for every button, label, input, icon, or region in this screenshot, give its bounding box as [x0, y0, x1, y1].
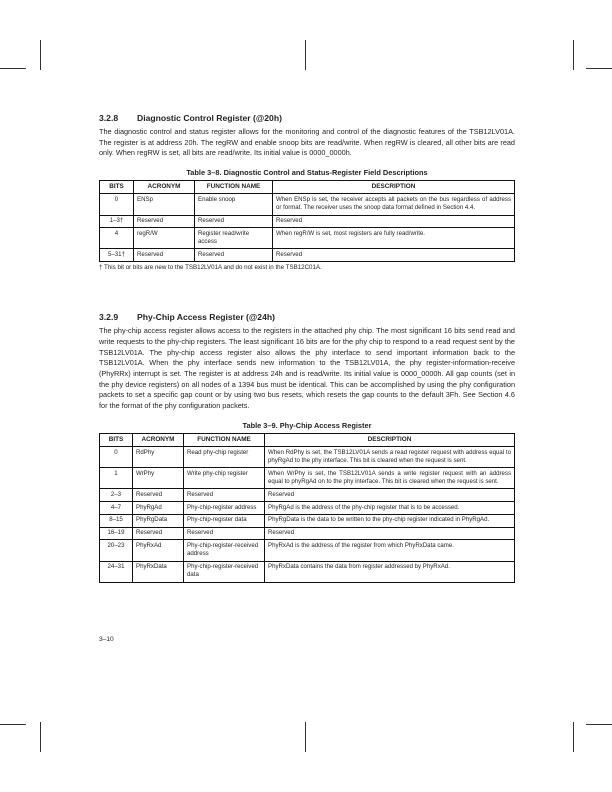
spacer — [99, 272, 515, 312]
acronym-cell: PhyRxAd — [133, 540, 184, 561]
crop-mark — [586, 68, 612, 69]
table-header-row — [100, 433, 515, 446]
table-row — [100, 502, 515, 515]
table-row — [100, 489, 515, 502]
table-3-8 — [99, 180, 515, 262]
function-name-cell: Phy-chip-register-received address — [184, 540, 265, 561]
table-3-8-footnote: † This bit or bits are new to the TSB12LV01A and do not exist in the TSB12C01A. — [99, 264, 322, 272]
description-cell: Reserved — [273, 215, 515, 228]
function-name-cell: Reserved — [184, 489, 265, 502]
function-name-cell: Phy-chip-register data — [184, 514, 265, 527]
function-name-cell: Register read/write access — [195, 228, 273, 249]
column-header: BITS — [100, 433, 133, 446]
bits-cell: 0 — [100, 194, 134, 215]
description-cell: PhyRgAd is the address of the phy-chip register that is to be accessed. — [265, 502, 515, 515]
crop-mark — [305, 722, 306, 752]
column-header: FUNCTION NAME — [184, 433, 265, 446]
crop-mark — [40, 722, 41, 752]
bits-cell: 20–23 — [100, 540, 133, 561]
table-row — [100, 215, 515, 228]
acronym-cell: Reserved — [134, 249, 195, 262]
acronym-cell: PhyRxData — [133, 561, 184, 582]
section-title: Phy-Chip Access Register (@24h) — [137, 312, 275, 323]
section-number: 3.2.9 — [99, 312, 119, 323]
column-header: DESCRIPTION — [265, 433, 515, 446]
acronym-cell: PhyRgAd — [133, 502, 184, 515]
crop-mark — [573, 722, 574, 752]
description-cell: Reserved — [273, 249, 515, 262]
function-name-cell: Reserved — [195, 215, 273, 228]
description-cell: When ENSp is set, the receiver accepts all packets on the bus regardless of address or format. The receiver uses the snoop data format defined in Section 4.4. — [273, 194, 515, 215]
section-3-2-8-body: The diagnostic control and status register allows for the monitoring and control of the diagnostic features of the TSB12LV01A. The register is at address 20h. The regRW and enable snoop bits are read/write. When regRW is cleared, all other bits are read only. When regRW is set, all bits are read/write. Its initial value is 0000_0000h. — [99, 127, 515, 158]
crop-mark — [573, 40, 574, 70]
table-3-8-caption: Table 3–8. Diagnostic Control and Status-Register Field Descriptions — [186, 168, 428, 178]
crop-mark — [0, 68, 26, 69]
section-number: 3.2.8 — [99, 113, 119, 123]
table-row — [100, 447, 515, 468]
acronym-cell: WrPhy — [133, 468, 184, 489]
section-heading-3-2-8 — [99, 113, 515, 124]
bits-cell: 8–15 — [100, 514, 133, 527]
table-row — [100, 249, 515, 262]
table-row — [100, 468, 515, 489]
description-cell: When WrPhy is set, the TSB12LV01A sends a write register request with an address equal to phyRgAd on to the phy interface. This bit is cleared when the request is sent. — [265, 468, 515, 489]
column-header: ACRONYM — [134, 181, 195, 194]
description-cell: Reserved — [265, 527, 515, 540]
function-name-cell: Reserved — [184, 527, 265, 540]
section-heading-3-2-9 — [99, 312, 515, 323]
function-name-cell: Read phy-chip register — [184, 447, 265, 468]
acronym-cell: Reserved — [133, 489, 184, 502]
page-content — [99, 113, 515, 644]
table-3-9-caption: Table 3–9. Phy-Chip Access Register — [242, 420, 372, 430]
column-header: DESCRIPTION — [273, 181, 515, 194]
description-cell: PhyRxData contains the data from register addressed by PhyRxAd. — [265, 561, 515, 582]
crop-mark — [40, 40, 41, 70]
table-header-row — [100, 181, 515, 194]
table-row — [100, 540, 515, 561]
description-cell: When regR/W is set, most registers are fully read/write. — [273, 228, 515, 249]
bits-cell: 2–3 — [100, 489, 133, 502]
section-title: Diagnostic Control Register (@20h) — [137, 113, 282, 123]
acronym-cell: regR/W — [134, 228, 195, 249]
table-row — [100, 527, 515, 540]
acronym-cell: Reserved — [133, 527, 184, 540]
section-3-2-9-body: The phy-chip access register allows access to the registers in the attached phy chip. The most significant 16 bits send read and write requests to the phy-chip registers. The least significant 16 bits are for the phy chip to respond to a read request sent by the TSB12LV01A. The phy-chip access register also allows the phy interface to send important information back to the TSB12LV01A. When the phy interface sends new information to the TSB12LV01A, the phy register-information-receive (PhyRRx) interrupt is set. The register is at address 24h and is read/write. Its initial value is 0000_0000h. All gap counts (set in the phy device registers) on all nodes of a 1394 bus must be identical. This can be accomplished by using the phy configuration packets to set a specific gap count or by using two bus resets, which resets the gap counts to the default 3Fh. See Section 4.6 for the format of the phy configuration packets. — [99, 326, 515, 411]
table-row — [100, 514, 515, 527]
table-row — [100, 228, 515, 249]
description-cell: Reserved — [265, 489, 515, 502]
table-3-9 — [99, 433, 515, 583]
acronym-cell: ENSp — [134, 194, 195, 215]
description-cell: PhyRxAd is the address of the register from which PhyRxData came. — [265, 540, 515, 561]
table-row — [100, 561, 515, 582]
crop-mark — [0, 724, 26, 725]
description-cell: When RdPhy is set, the TSB12LV01A sends a read register request with address equal to phyRgAd to the phy interface. This bit is cleared when the request is sent. — [265, 447, 515, 468]
column-header: ACRONYM — [133, 433, 184, 446]
bits-cell: 4–7 — [100, 502, 133, 515]
acronym-cell: Reserved — [134, 215, 195, 228]
function-name-cell: Phy-chip-register-received data — [184, 561, 265, 582]
bits-cell: 1 — [100, 468, 133, 489]
function-name-cell: Enable snoop — [195, 194, 273, 215]
function-name-cell: Write phy-chip register — [184, 468, 265, 489]
function-name-cell: Reserved — [195, 249, 273, 262]
bits-cell: 24–31 — [100, 561, 133, 582]
description-cell: PhyRgData is the data to be written to the phy-chip register indicated in PhyRgAd. — [265, 514, 515, 527]
bits-cell: 5–31† — [100, 249, 134, 262]
acronym-cell: PhyRgData — [133, 514, 184, 527]
bits-cell: 1–3† — [100, 215, 134, 228]
table-row — [100, 194, 515, 215]
bits-cell: 16–19 — [100, 527, 133, 540]
bits-cell: 0 — [100, 447, 133, 468]
function-name-cell: Phy-chip-register address — [184, 502, 265, 515]
bits-cell: 4 — [100, 228, 134, 249]
column-header: BITS — [100, 181, 134, 194]
column-header: FUNCTION NAME — [195, 181, 273, 194]
crop-mark — [586, 724, 612, 725]
crop-mark — [305, 40, 306, 70]
page-number: 3–10 — [99, 635, 114, 643]
acronym-cell: RdPhy — [133, 447, 184, 468]
